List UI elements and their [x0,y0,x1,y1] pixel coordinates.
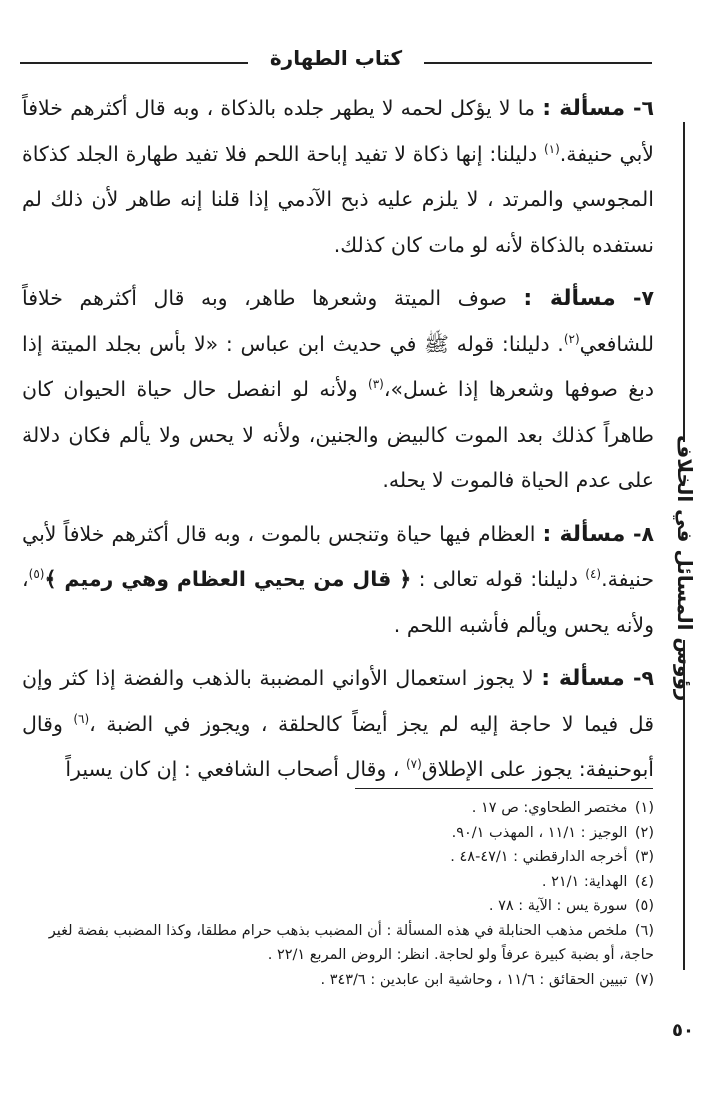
issue-text: دليلنا: إنها ذكاة لا تفيد إباحة اللحم فلا تفيد طهارة الجلد كذكاة المجوسي والمرتد ، لا يلزم عليه ذبح الآدمي إذا قلنا إنه طاهر لأن ذلك لم نستفده بالذكاة لأنه لو مات كان كذلك. [22,141,654,257]
issue-number: ٨- [625,521,654,546]
footnote-number: (٣) [634,849,654,865]
side-rule-bottom [683,640,685,970]
footnote [22,919,654,968]
footnote-ref: (١) [543,141,560,156]
issue-7 [22,276,654,504]
footnote-text: أخرجه الدارقطني : ٤٧/١-٤٨ . [450,849,628,865]
issue-keyword: مسألة : [542,521,626,547]
footnote [22,894,654,919]
footnote-text: ملخص مذهب الحنابلة في هذه المسألة : أن المضبب بذهب حرام مطلقا، وكذا المضبب بفضة لغير حاجة، أو بضبة كبيرة عرفاً ولو لحاجة. انظر: الروض المربع ٢٢/١ . [48,922,654,963]
footnote-ref: (٢) [563,331,580,346]
footnote [22,821,654,846]
issue-text: . دليلنا: قوله ﷺ في حديث ابن عباس : «لا بأس بجلد الميتة إذا دبغ صوفها وشعرها إذا غسل»، [22,331,654,401]
header-title: كتاب الطهارة [269,46,403,70]
footnote [22,845,654,870]
issue-text: دليلنا: قوله تعالى : [411,567,586,591]
issue-text: ولأنه لو انفصل حال حياة الحيوان كان طاهراً كذلك بعد الموت كالبيض والجنين، ولأنه لا يحس ولا يألم فكان دلالة على عدم الحياة فالموت لا يحله. [22,377,654,492]
issue-text: لا يجوز استعمال الأواني المضببة بالذهب والفضة إذا كثر وإن قل فيما لا حاجة إليه لم يجز أيضاً كالحلقة ، ويجوز في الضبة ، [22,666,654,736]
footnote-number: (٧) [634,971,654,988]
footnote-ref: (٧) [405,757,422,772]
side-rule-top [683,122,685,442]
issue-keyword: مسألة : [523,286,616,311]
issue-number: ٩- [624,666,654,690]
footnote-text: تبيين الحقائق : ١١/٦ ، وحاشية ابن عابدين : ٣٤٣/٦ . [320,971,628,988]
quran-verse: ﴿ قال من يحيي العظام وهي رميم ﴾ [44,567,412,591]
footnote-number: (٤) [634,873,654,890]
issue-text: العظام فيها حياة وتنجس بالموت ، وبه قال أكثرهم خلافاً لأبي حنيفة. [22,521,654,591]
header-rule-right [424,62,652,64]
issue-text: ، ولأنه يحس ويألم فأشبه اللحم . [22,567,654,637]
footnote [22,870,654,895]
issue-6 [22,86,654,268]
issue-text: صوف الميتة وشعرها طاهر، وبه قال أكثرهم خلافاً للشافعي [22,286,654,356]
running-header [20,46,652,76]
issue-keyword: مسألة : [542,96,626,121]
issue-number: ٦- [625,96,654,120]
header-rule-left [20,62,248,64]
issue-text: ما لا يؤكل لحمه لا يطهر جلده بالذكاة ، وبه قال أكثرهم خلافاً لأبي حنيفة. [22,96,654,166]
footnote-number: (٢) [634,824,654,841]
main-text [22,86,654,801]
issue-9 [22,656,654,793]
issue-8 [22,512,654,649]
side-book-title: رؤوس المسائل في الخلاف [673,435,697,702]
footnote-ref: (٦) [73,711,90,726]
issue-number: ٧- [615,286,655,310]
footnote [22,968,654,993]
issue-text: وقال أبوحنيفة: يجوز على الإطلاق [22,711,654,781]
footnote-ref: (٣) [368,377,384,392]
footnotes [22,796,654,992]
footnote-rule [355,788,653,789]
footnote-text: الوجيز : ١١/١ ، المهذب ٩٠/١. [451,824,628,841]
footnote-number: (٦) [634,922,654,939]
footnote-number: (٥) [634,898,654,914]
footnote [22,796,654,821]
issue-keyword: مسألة : [541,666,625,691]
footnote-text: الهداية: ٢١/١ . [541,873,628,890]
footnote-ref: (٤) [585,567,602,582]
footnote-text: سورة يس : الآية : ٧٨ . [488,898,628,914]
page-number: ٥٠ [672,1020,694,1041]
footnote-text: مختصر الطحاوي: ص ١٧ . [471,800,628,816]
footnote-number: (١) [634,800,654,816]
footnote-ref: (٥) [28,567,45,582]
issue-text: ، وقال أصحاب الشافعي : إن كان يسيراً [65,757,406,781]
